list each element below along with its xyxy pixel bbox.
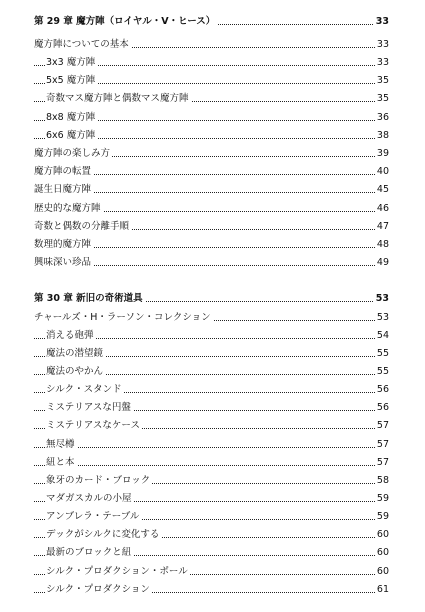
- toc-page-number: 57: [375, 455, 389, 471]
- toc-page-number: 48: [375, 237, 389, 253]
- toc-entry-title: 8x8 魔方陣: [46, 110, 97, 126]
- toc-entry-title: 魔方陣についての基本: [34, 37, 131, 53]
- toc-entry: [0, 491, 425, 507]
- toc-entry: [0, 110, 425, 126]
- toc-entry: [0, 255, 425, 271]
- toc-entry-title: 興味深い珍品: [34, 255, 93, 271]
- dot-leader: [34, 465, 377, 466]
- toc-entry: [0, 164, 425, 180]
- toc-entry: [0, 400, 425, 416]
- toc-entry-title: 魔方陣の転置: [34, 164, 93, 180]
- toc-page-number: 33: [374, 14, 389, 30]
- toc-entry: [0, 545, 425, 561]
- toc-entry-title: デックがシルクに変化する: [46, 527, 161, 543]
- toc-page-number: 46: [375, 201, 389, 217]
- toc-entry: [0, 91, 425, 107]
- toc-page-number: 56: [375, 382, 389, 398]
- toc-page-number: 60: [375, 564, 389, 580]
- toc-entry-title: シルク・プロダクション: [46, 582, 152, 598]
- toc-page-number: 57: [375, 437, 389, 453]
- toc-entry: [0, 364, 425, 380]
- toc-page-number: 38: [375, 128, 389, 144]
- toc-page-number: 61: [375, 582, 389, 598]
- toc-entry-title: 消える砲弾: [46, 328, 96, 344]
- toc-entry: [0, 55, 425, 71]
- toc-entry-title: マダガスカルの小屋: [46, 491, 134, 507]
- toc-entry-title: 6x6 魔方陣: [46, 128, 97, 144]
- toc-page-number: 60: [375, 527, 389, 543]
- toc-page-number: 35: [375, 73, 389, 89]
- toc-entry: [0, 509, 425, 525]
- toc-page-number: 45: [375, 182, 389, 198]
- toc-entry-title: 3x3 魔方陣: [46, 55, 97, 71]
- toc-page-number: 39: [375, 146, 389, 162]
- toc-page-number: 57: [375, 418, 389, 434]
- toc-entry-title: 数理的魔方陣: [34, 237, 93, 253]
- toc-page-number: 60: [375, 545, 389, 561]
- toc-page-number: 49: [375, 255, 389, 271]
- toc-entry: [0, 473, 425, 489]
- toc-page-number: 54: [375, 328, 389, 344]
- toc-entry-title: シルク・プロダクション・ボール: [46, 564, 190, 580]
- toc-entry-title: ミステリアスなケース: [46, 418, 142, 434]
- toc-entry-title: 奇数マス魔方陣と偶数マス魔方陣: [46, 91, 191, 107]
- toc-page-number: 40: [375, 164, 389, 180]
- toc-page-number: 55: [375, 346, 389, 362]
- toc-page-number: 53: [374, 291, 389, 307]
- toc-entry: [0, 182, 425, 198]
- chapter-heading: [0, 14, 425, 30]
- toc-entry: [0, 37, 425, 53]
- toc-entry-title: 第 30 章 新旧の奇術道具: [34, 291, 145, 307]
- toc-entry: [0, 310, 425, 326]
- toc-entry: [0, 382, 425, 398]
- toc-entry-title: 5x5 魔方陣: [46, 73, 97, 89]
- dot-leader: [34, 447, 377, 448]
- toc-entry-title: ミステリアスな円盤: [46, 400, 133, 416]
- toc-page-number: 59: [375, 491, 389, 507]
- toc-entry-title: 誕生日魔方陣: [34, 182, 93, 198]
- toc-entry: [0, 73, 425, 89]
- toc-entry: [0, 201, 425, 217]
- toc-page-number: 56: [375, 400, 389, 416]
- toc-entry: [0, 346, 425, 362]
- toc-page-number: 33: [375, 37, 389, 53]
- toc-page-number: 53: [375, 310, 389, 326]
- toc-page-number: 55: [375, 364, 389, 380]
- toc-page-number: 47: [375, 219, 389, 235]
- toc-entry: [0, 455, 425, 471]
- toc-entry-title: 魔方陣の楽しみ方: [34, 146, 112, 162]
- toc-page-number: 33: [375, 55, 389, 71]
- toc-entry-title: チャールズ・H・ラーソン・コレクション: [34, 310, 213, 326]
- toc-entry-title: 魔法の潜望鏡: [46, 346, 105, 362]
- toc-page-number: 35: [375, 91, 389, 107]
- toc-entry-title: 歴史的な魔方陣: [34, 201, 103, 217]
- toc-entry-title: アンブレラ・テーブル: [46, 509, 141, 525]
- toc-entry: [0, 237, 425, 253]
- toc-page-number: 36: [375, 110, 389, 126]
- toc-entry: [0, 582, 425, 598]
- toc-entry-title: 魔法のやかん: [46, 364, 105, 380]
- chapter-heading: [0, 291, 425, 307]
- toc-entry: [0, 128, 425, 144]
- toc-entry-title: 紐と本: [46, 455, 77, 471]
- toc-entry-title: 最新のブロックと紐: [46, 545, 133, 561]
- toc-entry: [0, 564, 425, 580]
- toc-entry-title: 第 29 章 魔方陣（ロイヤル・V・ヒース）: [34, 14, 217, 30]
- toc-entry-title: シルク・スタンド: [46, 382, 124, 398]
- toc-entry: [0, 418, 425, 434]
- toc-page-number: 58: [375, 473, 389, 489]
- toc-entry-title: 奇数と偶数の分離手順: [34, 219, 131, 235]
- toc-entry: [0, 437, 425, 453]
- toc-entry: [0, 527, 425, 543]
- toc-entry: [0, 146, 425, 162]
- toc-entry-title: 無尽樽: [46, 437, 77, 453]
- toc-page-number: 59: [375, 509, 389, 525]
- toc-entry: [0, 328, 425, 344]
- toc-entry-title: 象牙のカード・ブロック: [46, 473, 152, 489]
- toc-entry: [0, 219, 425, 235]
